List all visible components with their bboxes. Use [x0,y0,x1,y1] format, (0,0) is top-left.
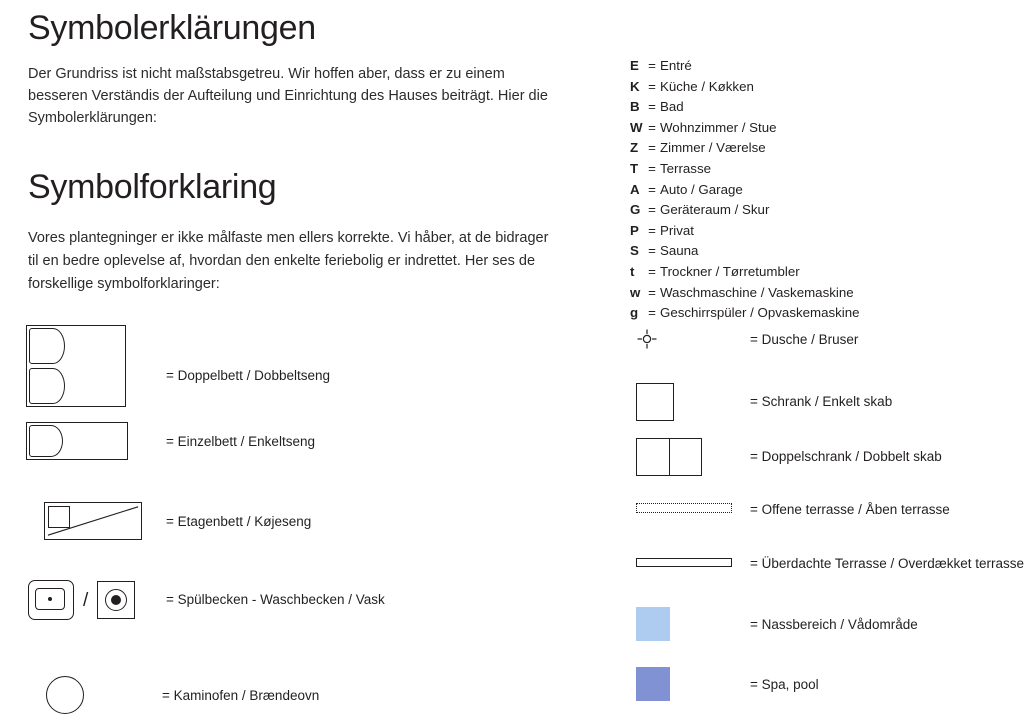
abbreviation-text: Küche / Køkken [660,78,754,94]
abbreviation-text: Terrasse [660,160,711,176]
abbreviation-text: Sauna [660,243,699,259]
abbreviation-key: B [630,99,640,115]
legend-item-single-cabinet [630,375,1024,430]
abbreviation-row [630,200,1010,221]
single-bed-icon [26,422,128,460]
abbreviation-row [630,118,1010,139]
legend-label-double-cabinet: = Doppelschrank / Dobbelt skab [750,449,942,464]
legend-label-wet-area: = Nassbereich / Vådområde [750,617,918,632]
abbreviation-text: Auto / Garage [660,181,743,197]
intro-paragraph-de: Der Grundriss ist nicht maßstabsgetreu. Wir hoffen aber, dass er zu einem besseren Verständis der Aufteilung und Einrichtung des Hauses beiträgt. Hier die Symbolerklärungen: [28,66,548,126]
intro-paragraph-dk: Vores plantegninger er ikke målfaste men ellers korrekte. Vi håber, at de bidrager til en bedre oplevelse af, hvordan den enkelte feriebolig er indrettet. Her ses de forskellige symbolforklaringer: [28,230,549,292]
legend-item-bunk-bed [26,492,586,570]
left-column [28,0,588,296]
wet-area-swatch-icon [636,607,670,641]
single-cabinet-icon [636,383,674,421]
abbreviation-row [630,241,1010,262]
abbreviation-equals: = [648,305,656,321]
legend-item-single-bed [26,414,586,492]
sink-icon [28,580,135,620]
abbreviation-key: T [630,160,639,176]
abbreviation-key: Z [630,140,639,156]
legend-item-double-cabinet [630,430,1024,485]
abbreviation-equals: = [648,181,656,197]
abbreviation-row [630,159,1010,180]
legend-label-single-bed: = Einzelbett / Enkeltseng [166,434,315,449]
abbreviation-row [630,138,1010,159]
abbreviation-text: Bad [660,99,684,115]
legend-label-covered-terrace: = Überdachte Terrasse / Overdækket terrasse [750,556,1024,571]
abbreviation-key: P [630,222,639,238]
wash-basin-icon [97,581,135,619]
abbreviation-text: Waschmaschine / Vaskemaskine [660,284,854,300]
legend-label-open-terrace: = Offene terrasse / Åben terrasse [750,502,950,517]
legend-item-open-terrace [630,485,1024,540]
abbreviation-key: E [630,58,639,73]
abbreviation-text: Privat [660,222,694,238]
abbreviation-row [630,283,1010,304]
legend-label-bunk-bed: = Etagenbett / Køjeseng [166,514,312,529]
bunk-bed-icon [44,502,142,540]
abbreviation-list [630,56,1010,324]
right-symbol-list [630,320,1024,715]
legend-item-wet-area [630,595,1024,655]
abbreviation-text: Entré [660,58,692,73]
abbreviation-row [630,97,1010,118]
abbreviation-text: Geschirrspüler / Opvaskemaskine [660,305,860,321]
legend-item-spa-pool [630,655,1024,715]
legend-item-sink [26,570,586,648]
abbreviation-equals: = [648,78,656,94]
abbreviation-equals: = [648,119,656,135]
abbreviation-key: t [630,263,635,279]
covered-terrace-icon [636,558,732,567]
legend-label-single-cabinet: = Schrank / Enkelt skab [750,394,893,409]
abbreviation-equals: = [648,284,656,300]
double-bed-icon [26,325,126,407]
abbreviation-text: Geräteraum / Skur [660,202,770,218]
abbreviation-equals: = [648,58,656,73]
abbreviation-key: W [630,119,643,135]
open-terrace-icon [636,503,732,513]
abbreviation-text: Trockner / Tørretumbler [660,263,800,279]
legend-item-covered-terrace [630,540,1024,595]
abbreviation-row [630,180,1010,201]
abbreviation-equals: = [648,243,656,259]
page-title-dk: Symbolforklaring [28,168,277,206]
abbreviation-row [630,262,1010,283]
legend-item-stove [26,648,586,708]
abbreviation-equals: = [648,160,656,176]
legend-label-stove: = Kaminofen / Brændeovn [162,688,320,703]
abbreviation-equals: = [648,202,656,218]
kitchen-sink-icon [28,580,74,620]
abbreviation-equals: = [648,222,656,238]
abbreviation-row [630,77,1010,98]
legend-label-double-bed: = Doppelbett / Dobbeltseng [166,368,330,383]
abbreviation-equals: = [648,99,656,115]
abbreviation-key: S [630,243,639,259]
legend-label-sink: = Spülbecken - Waschbecken / Vask [166,592,385,607]
legend-label-spa-pool: = Spa, pool [750,677,819,692]
legend-item-double-bed [26,322,586,414]
abbreviation-equals: = [648,263,656,279]
shower-icon [636,328,658,355]
spa-pool-swatch-icon [636,667,670,701]
abbreviation-key: G [630,202,641,218]
legend-label-shower: = Dusche / Bruser [750,332,859,347]
left-symbol-list [26,322,586,708]
abbreviation-row [630,56,1010,77]
abbreviation-equals: = [648,140,656,156]
legend-item-shower [630,320,1024,375]
double-cabinet-icon [636,438,702,476]
abbreviation-text: Zimmer / Værelse [660,140,766,156]
abbreviation-key: K [630,78,640,94]
abbreviation-key: A [630,181,640,197]
abbreviation-key: g [630,305,639,321]
stove-icon [46,676,84,714]
abbreviation-text: Wohnzimmer / Stue [660,119,777,135]
abbreviation-key: w [630,284,641,300]
separator-slash: / [83,589,89,611]
page-title-de: Symbolerklärungen [28,9,316,47]
abbreviation-row [630,221,1010,242]
